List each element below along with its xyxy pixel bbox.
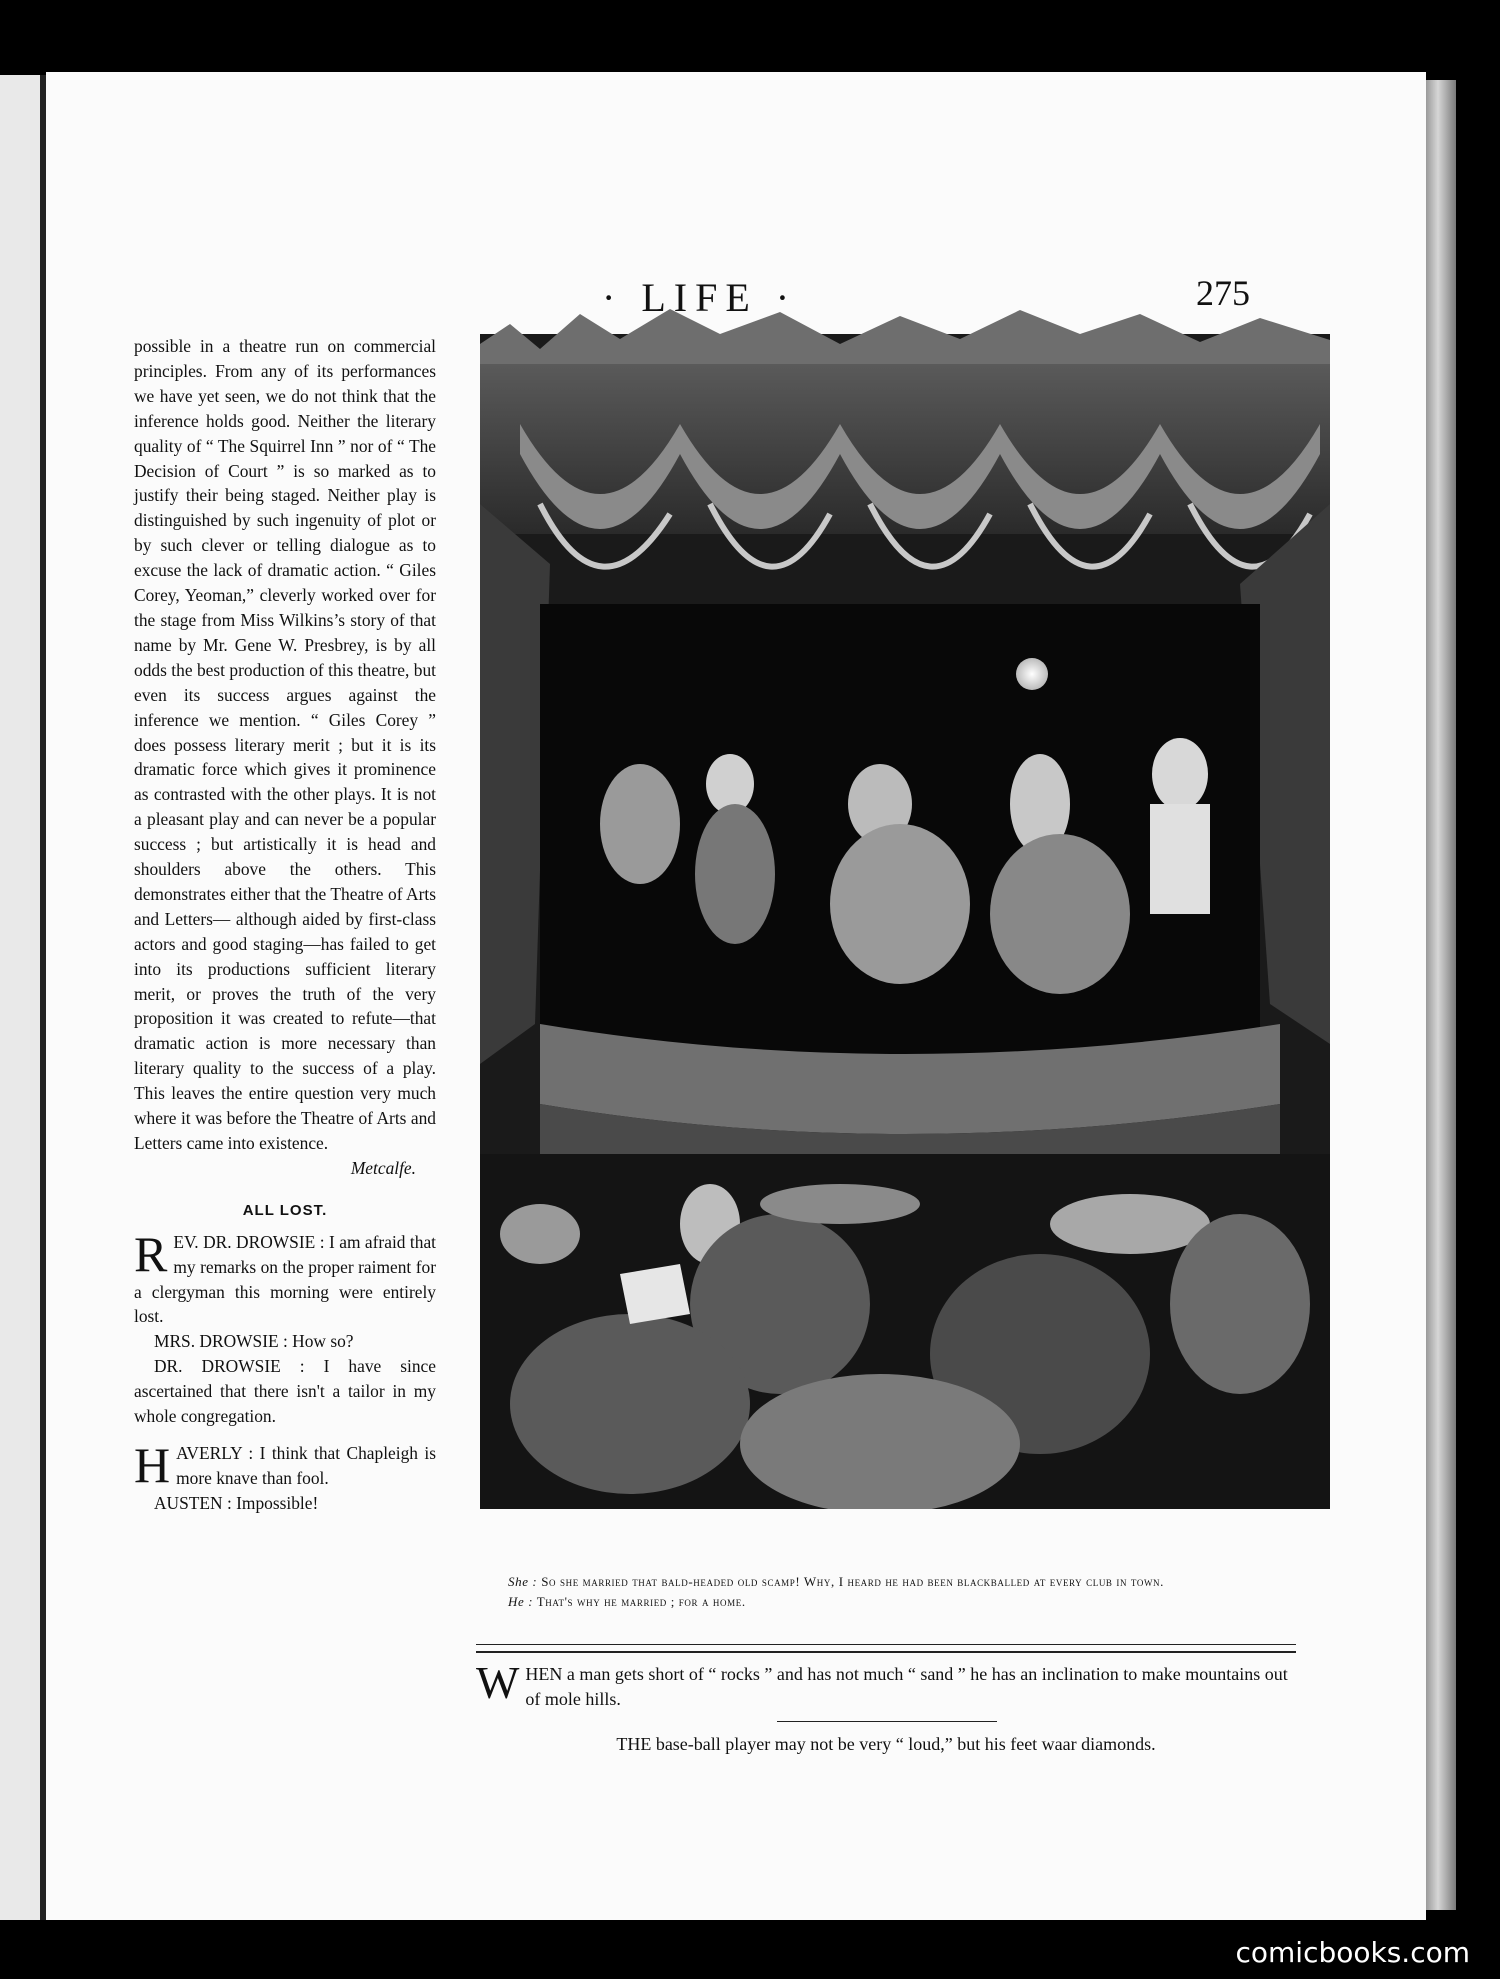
caption-he-text: That's why he married ; for a home. bbox=[536, 1594, 746, 1609]
haverly-line-2: AUSTEN : Impossible! bbox=[154, 1492, 319, 1513]
all-lost-line-1-text: EV. DR. DROWSIE : I am afraid that my remarks on the proper raiment for a clergyman this morning were entirely lost. bbox=[134, 1231, 436, 1327]
dropcap-h: H bbox=[134, 1436, 171, 1493]
watermark: comicbooks.com bbox=[1235, 1936, 1470, 1969]
review-signature: Metcalfe. bbox=[350, 1157, 416, 1178]
all-lost-line-3: DR. DROWSIE : I have since ascertained that there isn't a tailor in my whole congregation. bbox=[134, 1356, 436, 1427]
baseball-paragraph: THE base-ball player may not be very “ loud,” but his feet waar diamonds. bbox=[616, 1734, 1156, 1754]
page-stack-edge bbox=[1426, 80, 1456, 1910]
all-lost-line-1 bbox=[134, 1225, 436, 1330]
all-lost-heading: ALL LOST. bbox=[242, 1201, 328, 1219]
caption-she-speaker: She : bbox=[508, 1574, 538, 1589]
caption-he bbox=[478, 1592, 1300, 1612]
running-title: · LIFE · bbox=[602, 275, 798, 320]
rocks-paragraph-text: HEN a man gets short of “ rocks ” and has not much “ sand ” he has an inclination to make mountains out of mole hills. bbox=[525, 1664, 1288, 1709]
illustration-caption bbox=[478, 1572, 1300, 1612]
double-rule bbox=[476, 1644, 1296, 1653]
caption-she bbox=[478, 1572, 1300, 1592]
rocks-paragraph bbox=[476, 1657, 1296, 1712]
dropcap-w: W bbox=[476, 1657, 520, 1708]
haverly-line-1-text: AVERLY : I think that Chapleigh is more knave than fool. bbox=[176, 1442, 436, 1488]
caption-she-text: So she married that bald-headed old scamp! Why, I heard he had been blackballed at every club in town. bbox=[541, 1574, 1164, 1589]
review-paragraph: possible in a theatre run on commercial principles. From any of its performances we have yet seen, we do not think that the inference holds good. Neither the literary quality of “ The Squirrel Inn ” nor of “ The Decision of Court ” is so marked as to justify their being staged. Neither play is distinguished by such ingenuity of plot or by such clever or telling dialogue as to excuse the lack of dramatic action. “ Giles Corey, Yeoman,” cleverly worked over for the stage from Miss Wilkins’s story of that name by Mr. Gene W. Presbrey, is by all odds the best production of this theatre, but even its success argues against the inference we mention. “ Giles Corey ” does possess literary merit ; but it is its dramatic force which gives it prominence as contrasted with the other plays. It is not a pleasant play and can never be a popular success ; but artistically it is head and shoulders above the others. This demonstrates either that the Theatre of Arts and Letters— although aided by first-class actors and good staging—has failed to get into its productions sufficient literary merit, or proves the truth of the very proposition it was created to refute—that dramatic action is more necessary than literary quality to the success of a play. This leaves the entire question very much where it was before the Theatre of Arts and Letters came into existence. bbox=[134, 336, 436, 1153]
dropcap-r: R bbox=[134, 1225, 168, 1282]
magazine-page bbox=[46, 72, 1426, 1920]
all-lost-line-2: MRS. DROWSIE : How so? bbox=[154, 1331, 354, 1352]
theatre-box-illustration bbox=[480, 304, 1330, 1509]
left-column bbox=[134, 334, 436, 1516]
engraving-image bbox=[480, 304, 1330, 1509]
page-number: 275 bbox=[1196, 273, 1250, 313]
caption-he-speaker: He : bbox=[508, 1594, 534, 1609]
short-rule bbox=[777, 1721, 997, 1722]
haverly-line-1 bbox=[134, 1436, 436, 1493]
left-page-edge bbox=[0, 75, 45, 1920]
